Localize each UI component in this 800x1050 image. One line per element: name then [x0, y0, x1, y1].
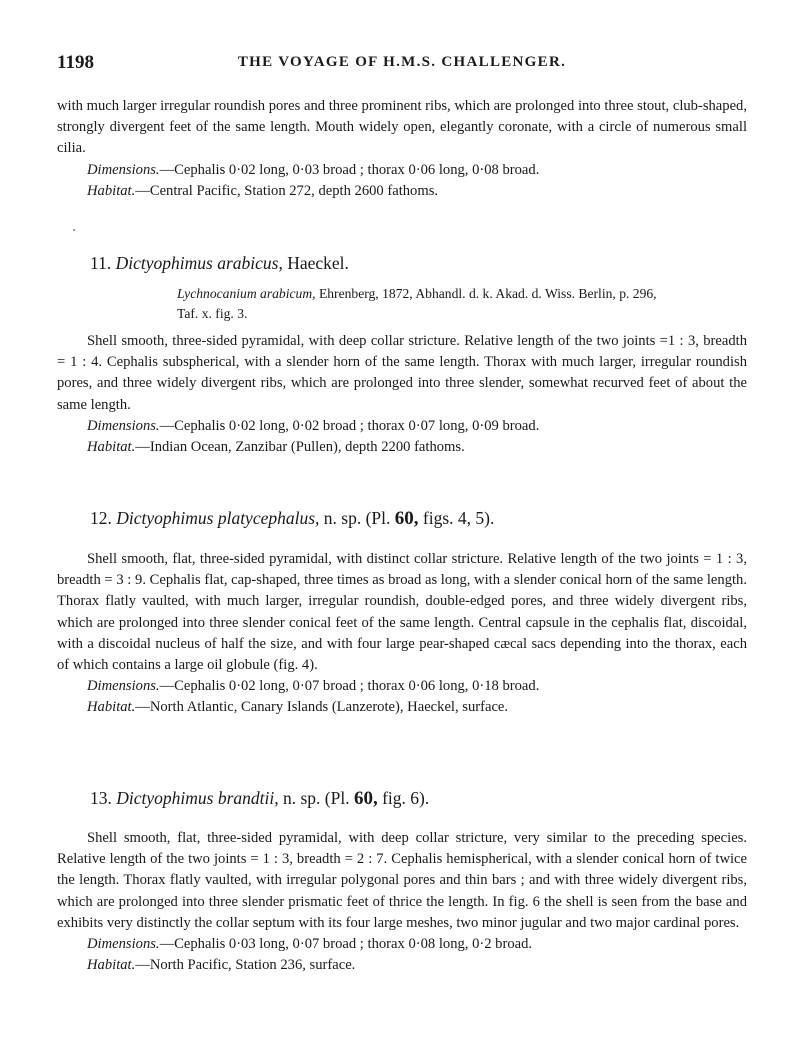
habitat-text: —Central Pacific, Station 272, depth 2600 fathoms.: [135, 182, 439, 199]
habitat-label: Habitat.: [87, 957, 136, 974]
dimensions-line: [87, 160, 747, 181]
habitat-text: —North Pacific, Station 236, surface.: [135, 957, 356, 974]
habitat-text: —North Atlantic, Canary Islands (Lanzerote), Haeckel, surface.: [135, 699, 509, 716]
dimensions-text: —Cephalis 0·02 long, 0·07 broad ; thorax 0·06 long, 0·18 broad.: [159, 678, 540, 695]
habitat-text: —Indian Ocean, Zanzibar (Pullen), depth 2200 fathoms.: [135, 439, 465, 456]
dimensions-label: Dimensions.: [87, 936, 160, 953]
species-13-description: [57, 828, 747, 976]
description-paragraph: Shell smooth, three-sided pyramidal, with deep collar stricture. Relative length of the two joints =1 : 3, breadth = 1 : 4. Cephalis subspherical, with a slender horn of the same length. Thorax with much larger, irregular roundish pores, and three widely divergent ribs, which are prolonged into three slender, somewhat recurved feet of about the same length.: [57, 333, 747, 413]
dimensions-label: Dimensions.: [87, 678, 160, 695]
species-authority: Haeckel.: [282, 253, 349, 273]
habitat-line: [87, 697, 747, 718]
dimensions-line: [87, 676, 747, 697]
species-12-heading: [90, 506, 494, 531]
species-11-reference: [177, 284, 747, 324]
species-12-description: [57, 549, 747, 719]
habitat-label: Habitat.: [87, 182, 136, 199]
habitat-line: [87, 955, 747, 976]
species-number: 11.: [90, 253, 112, 273]
page-header: [57, 52, 747, 76]
page-number: 1198: [57, 52, 94, 73]
dimensions-line: [87, 416, 747, 437]
description-paragraph: with much larger irregular roundish pores and three prominent ribs, which are prolonged into three stout, club-shaped, strongly divergent feet of the same length. Mouth widely open, elegantly coronate, with a circle of numerous small cilia.: [57, 98, 747, 157]
dimensions-text: —Cephalis 0·02 long, 0·02 broad ; thorax 0·07 long, 0·09 broad.: [159, 417, 540, 434]
habitat-line: [87, 437, 747, 458]
description-paragraph: Shell smooth, flat, three-sided pyramidal, with distinct collar stricture. Relative length of the two joints = 1 : 3, breadth = 3 : 9. Cephalis flat, cap-shaped, three times as broad as long, with a slender conical horn of the same length. Thorax flatly vaulted, with much larger, irregular roundish, double-edged pores, and three widely divergent ribs, which are prolonged into three slender conical feet of the same length. Central capsule in the cephalis flat, discoidal, with a discoidal nucleus of half the size, and with four large pear-shaped cæcal sacs depending into the thorax, each of which contains a large oil globule (fig. 4).: [57, 551, 747, 674]
continued-description: [57, 96, 747, 202]
dimensions-label: Dimensions.: [87, 161, 160, 178]
dimensions-label: Dimensions.: [87, 417, 160, 434]
species-authority: n. sp. (Pl.: [278, 788, 354, 808]
habitat-label: Habitat.: [87, 699, 136, 716]
reference-continuation: Taf. x. fig. 3.: [177, 306, 248, 321]
species-number: 12.: [90, 508, 112, 528]
habitat-line: [87, 181, 747, 202]
species-11-heading: [90, 251, 349, 275]
figure-refs: figs. 4, 5).: [418, 508, 495, 528]
species-13-heading: [90, 786, 429, 811]
running-title: THE VOYAGE OF H.M.S. CHALLENGER.: [237, 54, 567, 70]
dimensions-line: [87, 934, 747, 955]
reference-text: Ehrenberg, 1872, Abhandl. d. k. Akad. d. Wiss. Berlin, p. 296,: [315, 286, 657, 301]
species-name: Dictyophimus arabicus,: [115, 253, 283, 273]
description-paragraph: Shell smooth, flat, three-sided pyramidal, with deep collar stricture, very similar to the preceding species. Relative length of the two joints = 1 : 3, breadth = 2 : 7. Cephalis hemispherical, with a slender conical horn of twice the length. Thorax flatly vaulted, with irregular polygonal pores and thin bars ; and with three widely divergent ribs, which are prolonged into three slender prismatic feet of thrice the length. In fig. 6 the shell is seen from the base and exhibits very distinctly the collar septum with its four large meshes, two minor jugular and two major cardinal pores.: [57, 830, 747, 931]
dimensions-text: —Cephalis 0·03 long, 0·07 broad ; thorax 0·08 long, 0·2 broad.: [159, 936, 533, 953]
print-speck: [73, 229, 75, 231]
dimensions-text: —Cephalis 0·02 long, 0·03 broad ; thorax 0·06 long, 0·08 broad.: [159, 161, 540, 178]
species-name: Dictyophimus platycephalus,: [116, 508, 320, 528]
species-number: 13.: [90, 788, 112, 808]
plate-number: 60,: [394, 508, 419, 529]
figure-refs: fig. 6).: [377, 788, 430, 808]
plate-number: 60,: [353, 788, 378, 809]
species-11-description: [57, 331, 747, 458]
species-authority: n. sp. (Pl.: [319, 508, 395, 528]
reference-species: Lychnocanium arabicum,: [177, 286, 316, 301]
species-name: Dictyophimus brandtii,: [116, 788, 279, 808]
habitat-label: Habitat.: [87, 439, 136, 456]
